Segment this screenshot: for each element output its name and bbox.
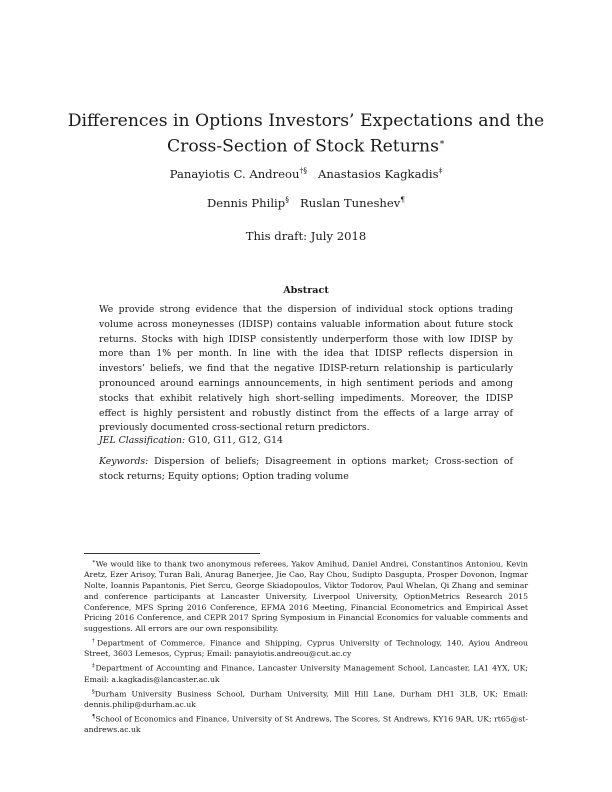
footnote-text: Department of Commerce, Finance and Shipping, Cyprus University of Technology, 140, Ayiou Andreou Street, 3603 Lemesos, Cyprus; Email: panayiotis.andreou@cut.ac.cy	[84, 638, 528, 659]
jel-classification	[99, 434, 513, 449]
footnote-tuneshev	[84, 712, 528, 736]
footnote-text: We would like to thank two anonymous referees, Yakov Amihud, Daniel Andrei, Constantinos Antoniou, Kevin Aretz, Ezer Arisoy, Turan Bali, Anurag Banerjee, Jie Cao, Ray Chou, Sudipto Dasgupta, Prosper Dovonon, Ingmar Nolte, Ioannis Papantonis, Piet Sercu, George Skiadopoulos, Viktor Todorov, Paul Whelan, Qi Zhang and seminar and conference participants at Lancaster University, Liverpool University, OptionMetrics Research 2015 Conference, MFS Spring 2016 Conference, EFMA 2016 Meeting, Financial Econometrics and Empirical Asset Pricing 2016 Conference, and CEPR 2017 Spring Symposium in Financial Economics for valuable comments and suggestions. All errors are our own responsibility.	[84, 559, 528, 634]
paper-title	[60, 110, 552, 158]
author-line-1	[60, 166, 552, 181]
author-name: Panayiotis C. Andreou	[169, 166, 300, 181]
abstract-body: We provide strong evidence that the dispersion of individual stock options trading volume across moneynesses (IDISP) contains valuable information about future stock returns. Stocks with high IDISP consistently underperform those with low IDISP by more than 1% per month. In line with the idea that IDISP reflects dispersion in investors’ beliefs, we find that the negative IDISP-return relationship is particularly pronounced around earnings announcements, in high sentiment periods and among stocks that exhibit relatively high short-selling impediments. Moreover, the IDISP effect is highly persistent and robustly distinct from the effects of a large array of previously documented cross-sectional return predictors.	[99, 304, 513, 434]
footnote-mark: ¶	[92, 713, 96, 720]
author-name: Anastasios Kagkadis	[318, 166, 439, 181]
title-footnote-mark: ∗	[438, 138, 446, 148]
keywords-text: Dispersion of beliefs; Disagreement in options market; Cross-section of stock returns; Equity options; Option trading volume	[99, 456, 513, 482]
footnote-text: School of Economics and Finance, University of St Andrews, The Scores, St Andrews, KY16 9AR, UK; rt65@st-andrews.ac.uk	[84, 714, 528, 735]
footnote-mark: †	[92, 638, 97, 644]
footnote-andreou	[84, 636, 528, 660]
footnote-rule	[84, 553, 260, 554]
footnote-text: Durham University Business School, Durham University, Mill Hill Lane, Durham DH1 3LB, UK; Email: dennis.philip@durham.ac.uk	[84, 689, 528, 709]
abstract-heading: Abstract	[283, 285, 329, 296]
keywords	[99, 455, 513, 485]
footnotes	[84, 557, 528, 737]
title-line-2: Cross-Section of Stock Returns	[166, 136, 439, 157]
author-line-2	[60, 195, 552, 210]
title-line-1: Differences in Options Investors’ Expectations and the	[67, 111, 545, 131]
footnote-mark: ‡	[92, 663, 96, 670]
footnote-mark: §	[92, 688, 95, 695]
author-mark: ¶	[400, 195, 406, 204]
author-mark: †§	[299, 166, 307, 175]
author-name: Ruslan Tuneshev	[300, 195, 401, 210]
footnote-mark: ∗	[92, 559, 96, 565]
footnote-kagkadis	[84, 661, 528, 685]
author-mark: §	[285, 195, 289, 204]
author-name: Dennis Philip	[206, 195, 286, 210]
jel-label: JEL Classification:	[99, 435, 186, 446]
footnote-text: Department of Accounting and Finance, Lancaster University Management School, Lancaster, LA1 4YX, UK; Email: a.kagkadis@lancaster.ac.uk	[84, 663, 528, 684]
footnote-philip	[84, 687, 528, 711]
keywords-label: Keywords:	[99, 456, 149, 467]
author-mark: ‡	[438, 166, 443, 175]
footnote-acknowledgements	[84, 557, 528, 635]
jel-codes: G10, G11, G12, G14	[188, 435, 283, 446]
draft-date: This draft: July 2018	[245, 229, 367, 243]
